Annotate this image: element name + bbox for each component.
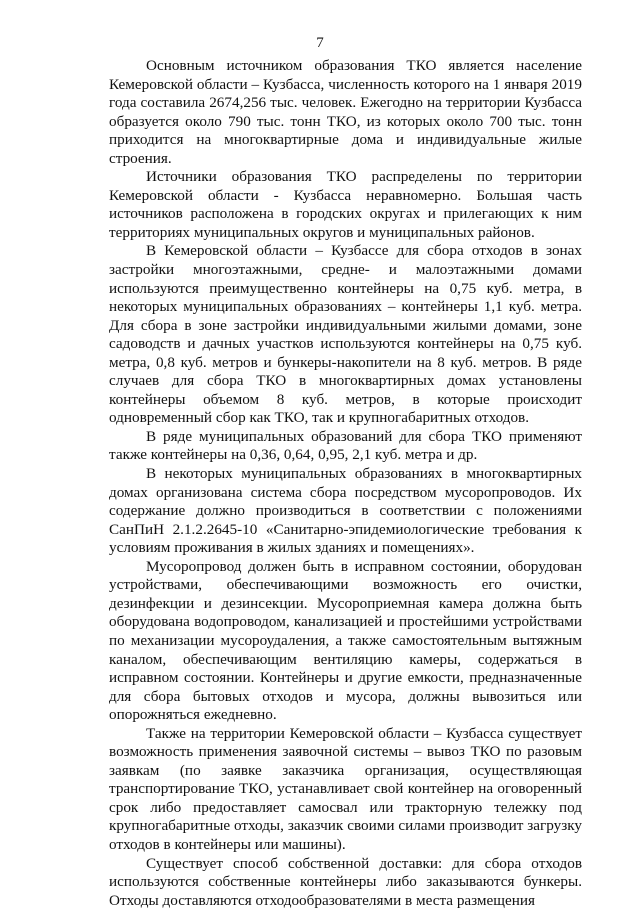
paragraph-self-delivery: Существует способ собственной доставки: для сбора отходов используются собственные контейнеры либо заказываются бункеры. Отходы доставляются отходообразователями в места размещения <box>109 854 582 909</box>
page-number: 7 <box>316 35 324 51</box>
paragraph-containers: В Кемеровской области – Кузбассе для сбора отходов в зонах застройки многоэтажными, средне- и малоэтажными домами используются преимущественно контейнеры на 0,75 куб. метра, в некоторых муниципальных образованиях – контейнеры 1,1 куб. метра. Для сбора в зоне застройки индивидуальными жилыми домами, зоне садоводств и дачных участков используются контейнеры на 0,75 куб. метра, 0,8 куб. метров и бункеры-накопители на 8 куб. метров. В ряде случаев для сбора ТКО в многоквартирных домах установлены контейнеры объемом 8 куб. метров, в которые происходит одновременный сбор как ТКО, так и крупногабаритных отходов. <box>109 242 582 427</box>
paragraph-main-source: Основным источником образования ТКО является население Кемеровской области – Кузбасса, численность которого на 1 января 2019 года составила 2674,256 тыс. человек. Ежегодно на территории Кузбасса образуется около 790 тыс. тонн ТКО, из которых около 700 тыс. тонн приходится на многоквартирные дома и индивидуальные жилые строения. <box>109 57 582 167</box>
paragraph-other-containers: В ряде муниципальных образований для сбора ТКО применяют также контейнеры на 0,36, 0,64, 0,95, 2,1 куб. метра и др. <box>109 427 582 464</box>
paragraph-request-system: Также на территории Кемеровской области – Кузбасса существует возможность применения заявочной системы – вывоз ТКО по разовым заявкам (по заявке заказчика организация, осуществляющая транспортирование ТКО, устанавливает свой контейнер на оговоренный срок либо предоставляет самосвал или тракторную тележку под крупногабаритные отходы, заказчик своими силами производит загрузку отходов в контейнеры или машины). <box>109 724 582 853</box>
paragraph-garbage-chutes: В некоторых муниципальных образованиях в многоквартирных домах организована система сбора посредством мусоропроводов. Их содержание должно производиться в соответствии с положениями СанПиН 2.1.2.2645-10 «Санитарно-эпидемиологические требования к условиям проживания в жилых зданиях и помещениях». <box>109 465 582 557</box>
paragraph-sources-distribution: Источники образования ТКО распределены по территории Кемеровской области - Кузбасса неравномерно. Большая часть источников расположена в городских округах и прилегающих к ним территориях муниципальных округов и муниципальных районов. <box>109 168 582 241</box>
document-body <box>109 57 582 910</box>
paragraph-chute-requirements: Мусоропровод должен быть в исправном состоянии, оборудован устройствами, обеспечивающими возможность его очистки, дезинфекции и дезинсекции. Мусороприемная камера должна быть оборудована водопроводом, канализацией и простейшими устройствами по механизации мусороудаления, а также самостоятельным вытяжным каналом, обеспечивающим вентиляцию камеры, содержаться в исправном состоянии. Контейнеры и другие емкости, предназначенные для сбора бытовых отходов и мусора, должны вывозиться или опорожняться ежедневно. <box>109 557 582 724</box>
